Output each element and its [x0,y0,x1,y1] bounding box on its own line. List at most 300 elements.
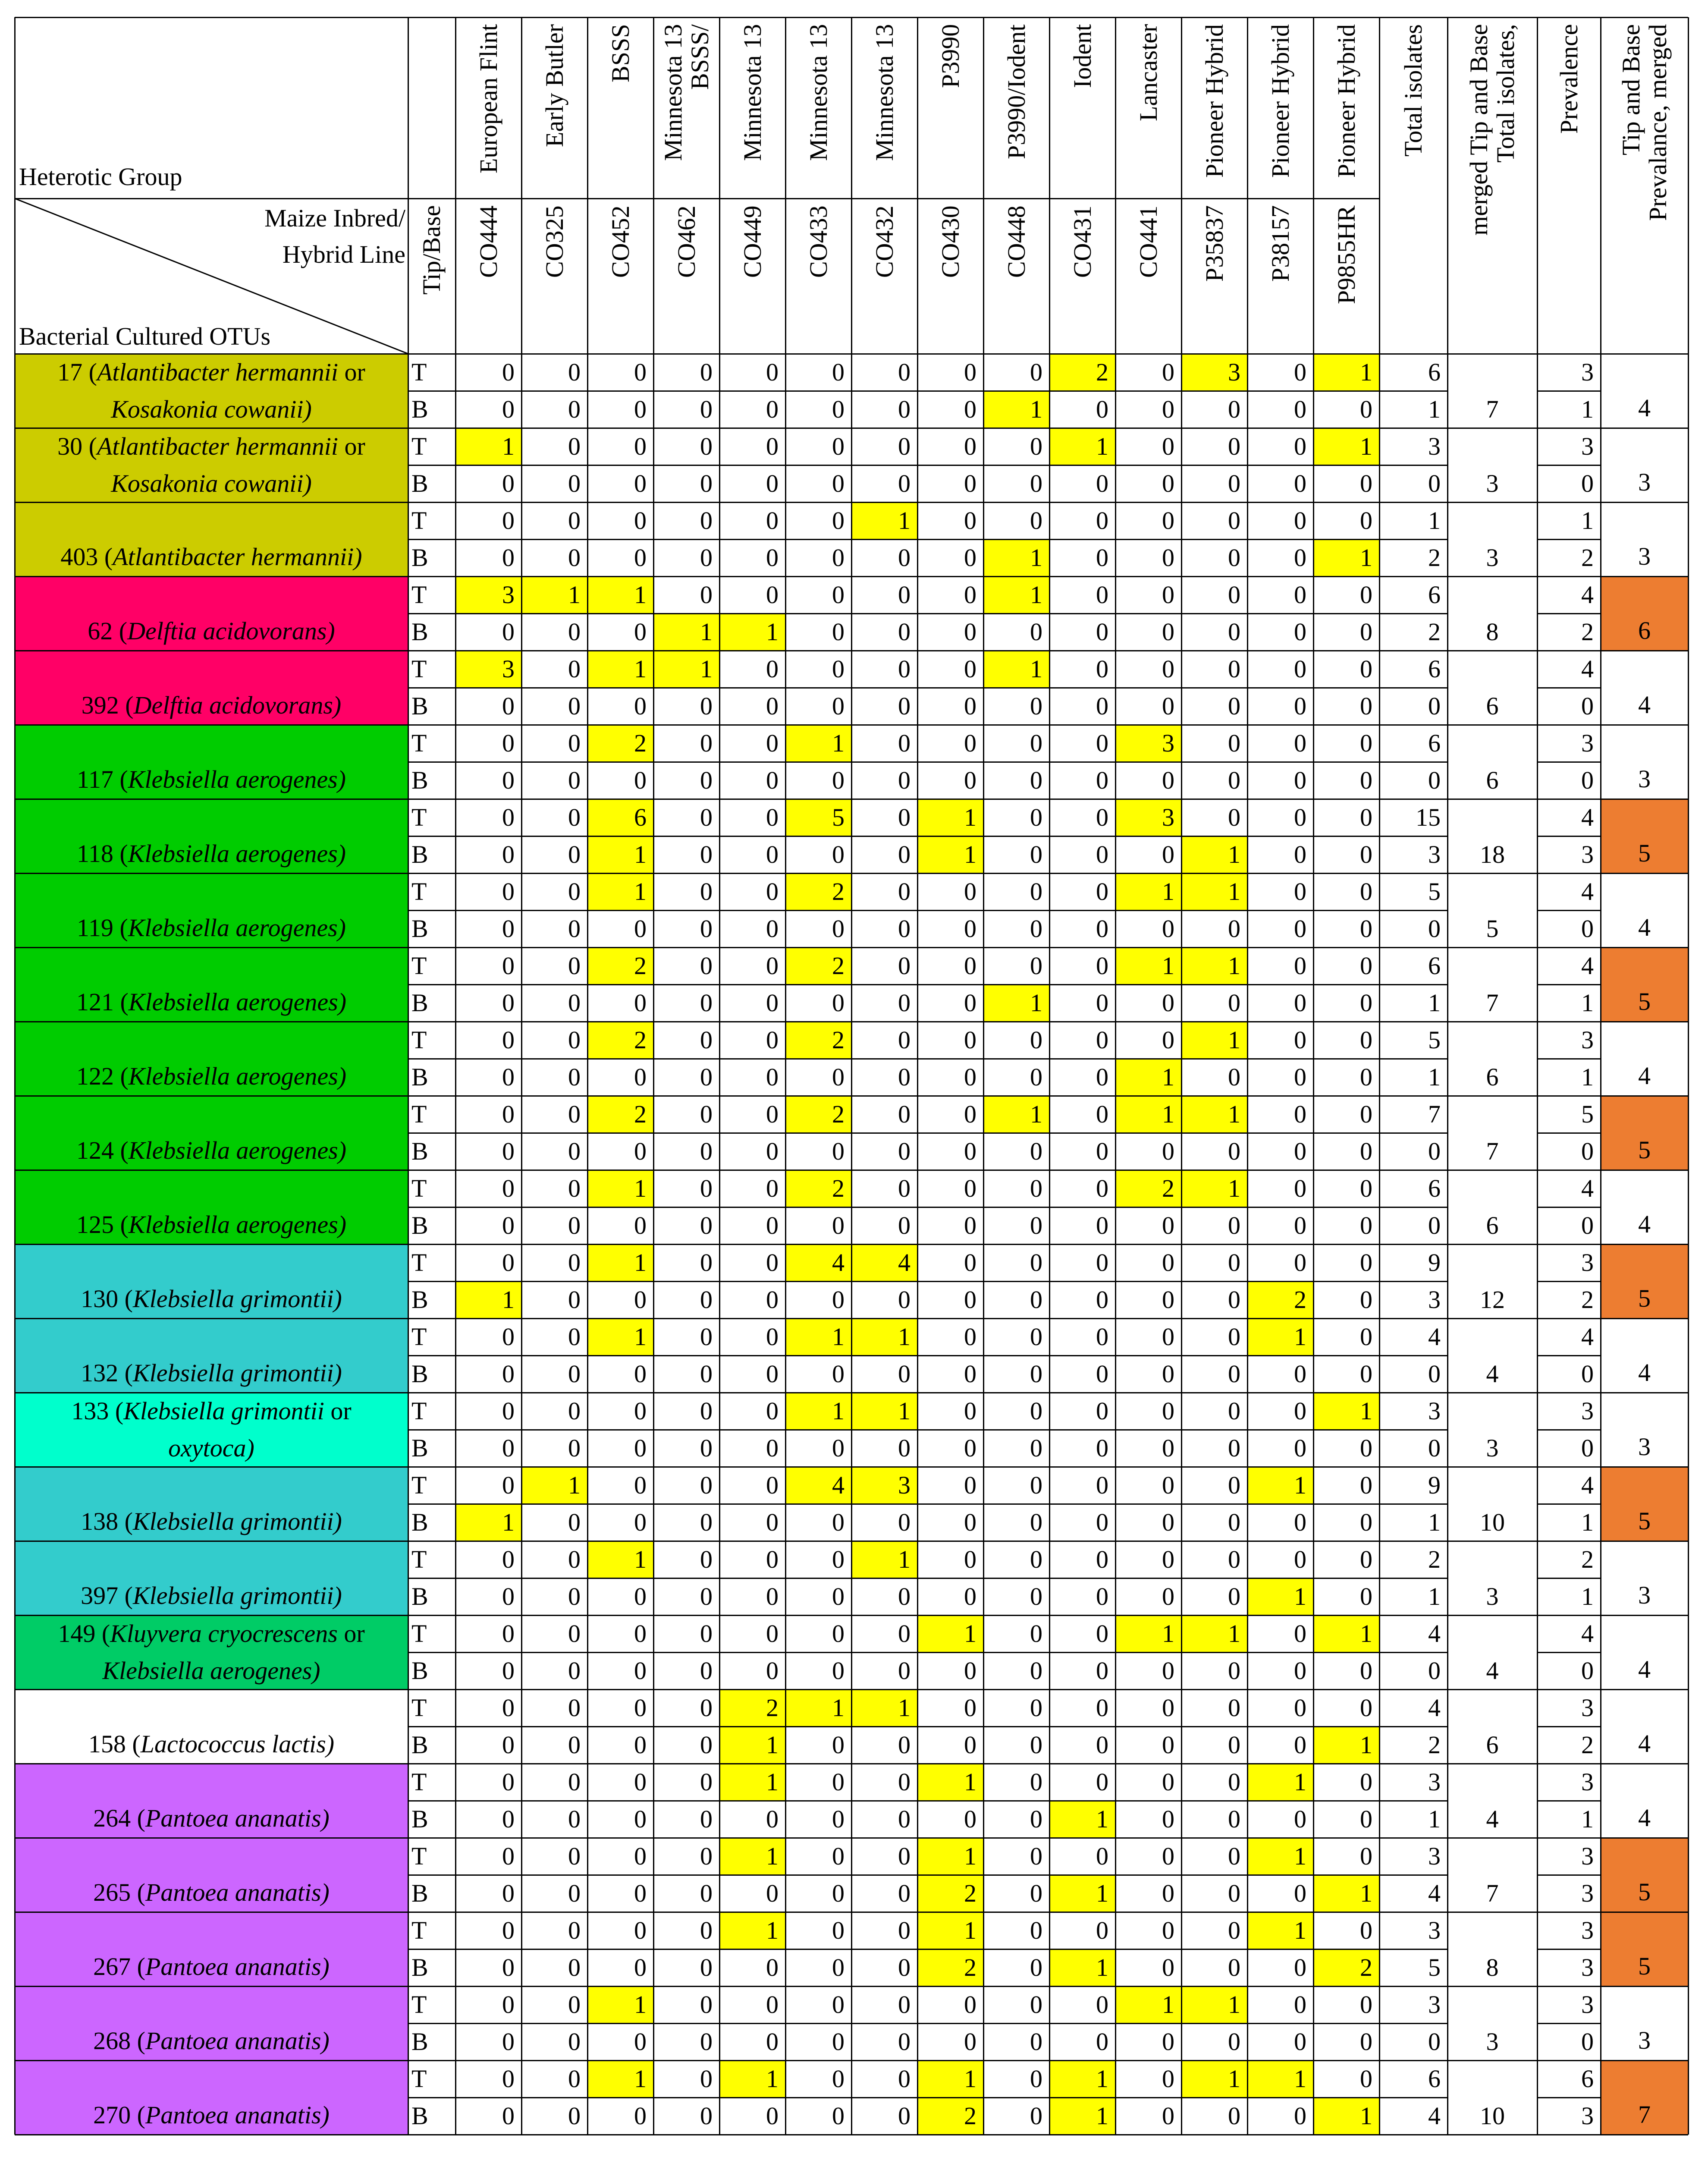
isolate-count-cell: 0 [1096,877,1108,906]
isolate-count-cell: 0 [1096,1990,1108,2019]
grid-line [1537,613,1601,614]
otu-name-line1 [76,984,346,1021]
otu-name-line1 [93,1948,330,1985]
isolate-count-cell: 0 [832,2102,845,2130]
isolate-count-cell: 0 [568,1731,581,1759]
merged-total-cell: 6 [1486,766,1499,794]
isolate-count-cell: 0 [700,2028,713,2056]
tip-base-cell: T [411,1100,427,1128]
isolate-count-cell: 0 [832,2065,845,2093]
tip-base-cell: B [411,395,428,423]
grid-line [983,17,984,2135]
tip-base-cell: T [411,803,427,831]
grid-line [408,1874,1447,1876]
isolate-count-cell: 0 [700,1731,713,1759]
isolate-count-cell: 0 [1228,989,1240,1017]
isolate-count-cell: 0 [1360,1286,1372,1314]
isolate-count-cell: 0 [1162,1360,1174,1388]
isolate-count-cell: 0 [1162,1286,1174,1314]
isolate-count-cell: 0 [568,506,581,535]
tip-base-cell: T [411,2065,427,2093]
merged-prevalence-cell: 5 [1601,1838,1688,1912]
isolate-count-cell: 0 [634,1434,647,1462]
isolate-count-cell: 2 [587,947,653,984]
grid-line [15,428,1688,429]
isolate-count-cell: 0 [1096,729,1108,757]
isolate-count-cell: 0 [1294,1397,1306,1425]
isolate-count-cell: 0 [700,1137,713,1165]
otu-name-line1 [76,1058,346,1095]
isolate-count-cell: 0 [502,1397,515,1425]
isolate-count-cell: 0 [1162,395,1174,423]
isolate-count-cell: 0 [1228,506,1240,535]
total-isolates-cell: 4 [1428,1323,1441,1351]
isolate-count-cell: 1 [917,2060,983,2097]
merged-total-cell: 4 [1486,1805,1499,1833]
isolate-count-cell: 0 [700,1694,713,1722]
isolate-count-cell: 0 [1294,1990,1306,2019]
prevalence-cell: 3 [1581,432,1594,460]
isolate-count-cell: 1 [587,1541,653,1578]
total-isolates-header: Total isolates [1399,24,1427,157]
isolate-count-cell: 0 [1360,952,1372,980]
isolate-count-cell: 0 [964,618,976,646]
heterotic-group-label: Heterotic Group [19,163,182,191]
isolate-count-cell: 0 [1096,618,1108,646]
isolate-count-cell: 0 [1360,2065,1372,2093]
isolate-count-cell: 1 [785,1318,851,1355]
prevalence-cell: 0 [1581,915,1594,943]
isolate-count-cell: 0 [1162,692,1174,720]
isolate-count-cell: 0 [502,952,515,980]
otu-id: 158 ( [88,1730,141,1758]
isolate-count-cell: 0 [1096,766,1108,794]
otu-label [15,1986,408,2060]
isolate-count-cell: 0 [898,544,911,572]
isolate-count-cell: 0 [700,358,713,386]
isolate-count-cell: 0 [634,1211,647,1239]
otu-name-line1 [81,1280,342,1317]
isolate-count-cell: 0 [964,469,976,497]
otu-name-line1 [76,1206,346,1243]
isolate-count-cell: 0 [832,395,845,423]
isolate-count-cell: 0 [898,618,911,646]
isolate-count-cell: 0 [1228,1953,1240,1981]
isolate-count-cell: 0 [568,1397,581,1425]
otu-label [15,725,408,799]
isolate-count-cell: 0 [1360,989,1372,1017]
otu-id: 138 ( [81,1507,133,1535]
isolate-count-cell: 0 [964,506,976,535]
isolate-count-cell: 0 [1096,1916,1108,1944]
isolate-count-cell: 1 [1247,2060,1313,2097]
isolate-count-cell: 2 [719,1689,785,1726]
isolate-count-cell: 0 [1162,766,1174,794]
isolate-count-cell: 0 [832,1805,845,1833]
isolate-count-cell: 0 [1360,1434,1372,1462]
isolate-count-cell: 0 [832,840,845,868]
isolate-count-cell: 0 [1162,2102,1174,2130]
isolate-count-cell: 0 [502,1360,515,1388]
isolate-count-cell: 0 [568,2028,581,2056]
tip-base-cell: T [411,1248,427,1277]
total-isolates-cell: 4 [1428,1619,1441,1648]
isolate-count-cell: 0 [766,358,779,386]
otu-species: Delftia acidovorans) [127,617,335,645]
isolate-count-cell: 0 [1030,1582,1042,1610]
isolate-count-cell: 0 [1162,1545,1174,1573]
isolate-count-cell: 0 [568,1100,581,1128]
isolate-count-cell: 0 [898,989,911,1017]
grid-line [1688,17,1689,2135]
maize-line-header: CO448 [1002,205,1030,278]
isolate-count-cell: 0 [898,1286,911,1314]
isolate-count-cell: 0 [568,655,581,683]
maize-line-header: CO444 [474,205,502,278]
otu-label [15,799,408,873]
merged-prevalence-cell: 3 [1638,468,1651,496]
total-isolates-cell: 3 [1428,1842,1441,1870]
otu-label [15,1022,408,1096]
prevalence-cell: 3 [1581,1953,1594,1981]
merged-total-cell: 6 [1486,1211,1499,1239]
isolate-count-cell: 1 [983,539,1049,576]
isolate-count-cell: 0 [1228,692,1240,720]
prevalence-cell: 4 [1581,1471,1594,1499]
isolate-count-cell: 1 [851,1318,917,1355]
grid-line [1537,390,1601,392]
isolate-count-cell: 0 [568,1768,581,1796]
isolate-count-cell: 1 [1049,2060,1115,2097]
isolate-count-cell: 0 [1030,729,1042,757]
isolate-count-cell: 0 [502,1990,515,2019]
isolate-count-cell: 0 [1360,1174,1372,1202]
heterotic-group-header-line: P3990 [936,24,964,88]
otu-species: Atlantibacter hermannii [97,432,338,460]
isolate-count-cell: 1 [719,613,785,651]
tip-base-cell: B [411,915,428,943]
otu-connector: or [337,1619,365,1648]
isolate-count-cell: 1 [1181,1986,1247,2023]
merged-prevalence-cell: 4 [1638,1655,1651,1683]
isolate-count-cell: 0 [898,1879,911,1907]
otu-label [15,1318,408,1393]
isolate-count-cell: 1 [1115,1986,1181,2023]
isolate-count-cell: 0 [1096,1694,1108,1722]
isolate-count-cell: 0 [1228,1211,1240,1239]
isolate-count-cell: 0 [1030,1768,1042,1796]
grid-line [1313,17,1314,2135]
isolate-count-cell: 0 [1096,1211,1108,1239]
isolate-count-cell: 0 [1096,1842,1108,1870]
isolate-count-cell: 0 [1360,1694,1372,1722]
maize-line-header: P38157 [1266,205,1294,282]
isolate-count-cell: 0 [964,1508,976,1536]
isolate-count-cell: 0 [766,1434,779,1462]
isolate-count-cell: 1 [1115,1615,1181,1652]
isolate-count-cell: 0 [898,581,911,609]
grid-line [15,1986,1688,1987]
isolate-count-cell: 1 [1313,1875,1379,1912]
grid-line [1537,539,1601,540]
grid-line [15,502,1688,503]
total-isolates-cell: 0 [1428,2028,1441,2056]
isolate-count-cell: 0 [898,1100,911,1128]
isolate-count-cell: 0 [502,395,515,423]
isolate-count-cell: 0 [1162,1879,1174,1907]
tip-base-cell: T [411,1397,427,1425]
isolate-count-cell: 0 [1294,544,1306,572]
isolate-count-cell: 1 [917,836,983,873]
isolate-count-cell: 1 [719,1764,785,1801]
prevalence-cell: 3 [1581,1990,1594,2019]
maize-line-header: CO441 [1134,205,1162,278]
isolate-count-cell: 0 [1030,358,1042,386]
isolate-count-cell: 0 [766,1545,779,1573]
grid-line [408,1949,1447,1950]
tip-base-cell: B [411,1063,428,1091]
total-isolates-cell: 3 [1428,1397,1441,1425]
isolate-count-cell: 1 [785,1393,851,1430]
grid-line [15,873,1688,874]
isolate-count-cell: 0 [568,1286,581,1314]
prevalence-merged-header-line: Prevalance, merged [1643,24,1672,221]
isolate-count-cell: 0 [1162,506,1174,535]
isolate-count-cell: 0 [1294,1508,1306,1536]
maize-line-header: CO325 [540,205,568,278]
isolate-count-cell: 0 [1294,469,1306,497]
isolate-count-cell: 0 [502,1805,515,1833]
isolate-count-cell: 0 [568,1582,581,1610]
isolate-count-cell: 0 [898,1434,911,1462]
isolate-count-cell: 3 [1115,725,1181,762]
isolate-count-cell: 0 [1228,1842,1240,1870]
prevalence-cell: 4 [1581,803,1594,831]
isolate-count-cell: 0 [700,1545,713,1573]
isolate-count-cell: 0 [766,2102,779,2130]
isolate-count-cell: 0 [634,692,647,720]
isolate-count-cell: 0 [898,469,911,497]
grid-line [408,1281,1447,1282]
merged-prevalence-cell: 3 [1638,1581,1651,1609]
isolate-count-cell: 0 [502,1694,515,1722]
isolate-count-cell: 0 [832,358,845,386]
grid-line [719,17,720,2135]
isolate-count-cell: 0 [1294,1211,1306,1239]
tip-base-cell: B [411,989,428,1017]
isolate-count-cell: 0 [964,1360,976,1388]
isolate-count-cell: 0 [1360,1842,1372,1870]
isolate-count-cell: 0 [1360,1248,1372,1277]
heterotic-group-header-line: Pioneer Hybrid [1200,24,1228,178]
isolate-count-cell: 0 [1096,1248,1108,1277]
grid-line [1537,1207,1601,1208]
isolate-count-cell: 0 [700,1805,713,1833]
otu-id: 121 ( [76,988,129,1016]
isolate-count-cell: 0 [964,1211,976,1239]
isolate-count-cell: 0 [1162,1211,1174,1239]
total-isolates-cell: 1 [1428,1582,1441,1610]
tip-base-cell: T [411,1323,427,1351]
isolate-count-cell: 0 [568,432,581,460]
total-isolates-cell: 7 [1428,1100,1441,1128]
isolate-count-cell: 0 [700,1434,713,1462]
isolate-count-cell: 0 [634,544,647,572]
total-isolates-cell: 6 [1428,729,1441,757]
isolate-count-cell: 0 [1294,655,1306,683]
grid-line [15,1318,1688,1319]
isolate-count-cell: 0 [1228,1471,1240,1499]
grid-line [408,910,1447,911]
prevalence-cell: 0 [1581,1434,1594,1462]
isolate-count-cell: 0 [1228,1248,1240,1277]
isolate-count-cell: 0 [1294,1731,1306,1759]
isolate-count-cell: 1 [719,1912,785,1949]
isolate-count-cell: 0 [832,1916,845,1944]
isolate-count-cell: 0 [1162,989,1174,1017]
prevalence-cell: 3 [1581,1842,1594,1870]
isolate-count-cell: 0 [568,544,581,572]
isolate-count-cell: 0 [1294,1063,1306,1091]
otu-name-line1 [71,1393,351,1430]
isolate-count-cell: 0 [568,766,581,794]
isolate-count-cell: 0 [964,1397,976,1425]
isolate-count-cell: 0 [634,766,647,794]
isolate-count-cell: 0 [1096,581,1108,609]
isolate-count-cell: 0 [1294,692,1306,720]
isolate-count-cell: 0 [1228,1137,1240,1165]
isolate-count-cell: 0 [964,1434,976,1462]
isolate-count-cell: 0 [832,766,845,794]
merged-prevalence-cell: 5 [1601,947,1688,1022]
isolate-count-cell: 0 [1360,1805,1372,1833]
isolate-count-cell: 0 [568,618,581,646]
isolate-count-cell: 0 [634,1471,647,1499]
isolate-count-cell: 1 [1181,873,1247,910]
otu-id: 132 ( [81,1359,133,1387]
isolate-count-cell: 0 [832,915,845,943]
isolate-count-cell: 0 [766,432,779,460]
isolate-count-cell: 0 [1360,1211,1372,1239]
tip-base-cell: T [411,655,427,683]
prevalence-cell: 2 [1581,544,1594,572]
isolate-count-cell: 0 [1162,1694,1174,1722]
isolate-count-cell: 0 [832,544,845,572]
isolate-count-cell: 0 [502,1211,515,1239]
isolate-count-cell: 0 [832,989,845,1017]
isolate-count-cell: 0 [1162,2065,1174,2093]
isolate-count-cell: 0 [1294,1657,1306,1685]
isolate-count-cell: 0 [1294,1545,1306,1573]
isolate-count-cell: 0 [1030,1731,1042,1759]
prevalence-cell: 1 [1581,1582,1594,1610]
isolate-count-cell: 0 [766,1360,779,1388]
grid-line [1600,17,1601,2135]
grid-line [15,1244,1688,1245]
isolate-count-cell: 0 [700,1026,713,1054]
isolate-count-cell: 3 [455,651,521,688]
isolate-count-cell: 2 [785,1096,851,1133]
merged-total-cell: 8 [1486,618,1499,646]
isolate-count-cell: 0 [766,581,779,609]
isolate-count-cell: 0 [1030,1879,1042,1907]
otu-label [15,1393,408,1467]
total-isolates-cell: 5 [1428,877,1441,906]
merged-prevalence-cell: 5 [1601,1912,1688,1986]
isolate-count-cell: 0 [634,1137,647,1165]
maize-line-header: P35837 [1200,205,1228,282]
isolate-count-cell: 0 [1228,766,1240,794]
isolate-count-cell: 0 [1228,1286,1240,1314]
otu-id: 124 ( [76,1136,129,1164]
isolate-count-cell: 0 [502,506,515,535]
prevalence-cell: 6 [1581,2065,1594,2093]
isolate-count-cell: 0 [634,1619,647,1648]
isolate-count-cell: 0 [1360,506,1372,535]
tip-base-cell: B [411,1805,428,1833]
prevalence-cell: 3 [1581,1768,1594,1796]
isolate-count-cell: 0 [1162,1026,1174,1054]
isolate-count-cell: 0 [700,1768,713,1796]
isolate-count-cell: 0 [1030,1990,1042,2019]
isolate-count-cell: 0 [1228,1508,1240,1536]
merged-total-cell: 3 [1486,1434,1499,1462]
otu-species: Klebsiella aerogenes) [128,914,346,942]
isolate-count-cell: 0 [1228,729,1240,757]
isolate-count-cell: 0 [1228,1657,1240,1685]
total-isolates-cell: 9 [1428,1471,1441,1499]
otu-species-alt: oxytoca) [168,1434,254,1462]
merged-prevalence-cell: 3 [1638,1433,1651,1461]
otu-id: 62 ( [88,617,128,645]
isolate-count-cell: 0 [1096,1471,1108,1499]
merged-prevalence-cell: 4 [1638,1729,1651,1758]
isolate-count-cell: 2 [587,1022,653,1059]
otu-label [15,354,408,428]
isolate-count-cell: 0 [700,692,713,720]
otu-id: 270 ( [93,2101,145,2129]
isolate-count-cell: 0 [1096,544,1108,572]
otu-name-line1 [93,2022,330,2060]
prevalence-cell: 0 [1581,2028,1594,2056]
isolate-count-cell: 0 [1360,729,1372,757]
grid-line [408,1132,1447,1134]
isolate-count-cell: 0 [766,915,779,943]
isolate-count-cell: 0 [1096,1768,1108,1796]
isolate-count-cell: 0 [1030,1137,1042,1165]
otu-species: Pantoea ananatis) [145,1953,330,1981]
isolate-count-cell: 0 [1294,1248,1306,1277]
isolate-count-cell: 0 [568,1805,581,1833]
merged-prevalence-cell: 7 [1601,2060,1688,2135]
isolate-count-cell: 1 [1181,836,1247,873]
isolate-count-cell: 0 [766,766,779,794]
grid-line [1537,1503,1601,1505]
isolate-count-cell: 0 [964,989,976,1017]
isolate-count-cell: 0 [1360,692,1372,720]
total-isolates-cell: 1 [1428,506,1441,535]
isolate-count-cell: 0 [634,1694,647,1722]
isolate-count-cell: 0 [1294,581,1306,609]
isolate-count-cell: 0 [1360,1323,1372,1351]
isolate-count-cell: 0 [634,1657,647,1685]
merged-prevalence-cell: 4 [1638,691,1651,719]
tip-base-cell: B [411,1508,428,1536]
isolate-count-cell: 0 [766,1508,779,1536]
isolate-count-cell: 0 [1162,581,1174,609]
isolate-count-cell: 0 [502,1100,515,1128]
isolate-count-cell: 0 [502,618,515,646]
